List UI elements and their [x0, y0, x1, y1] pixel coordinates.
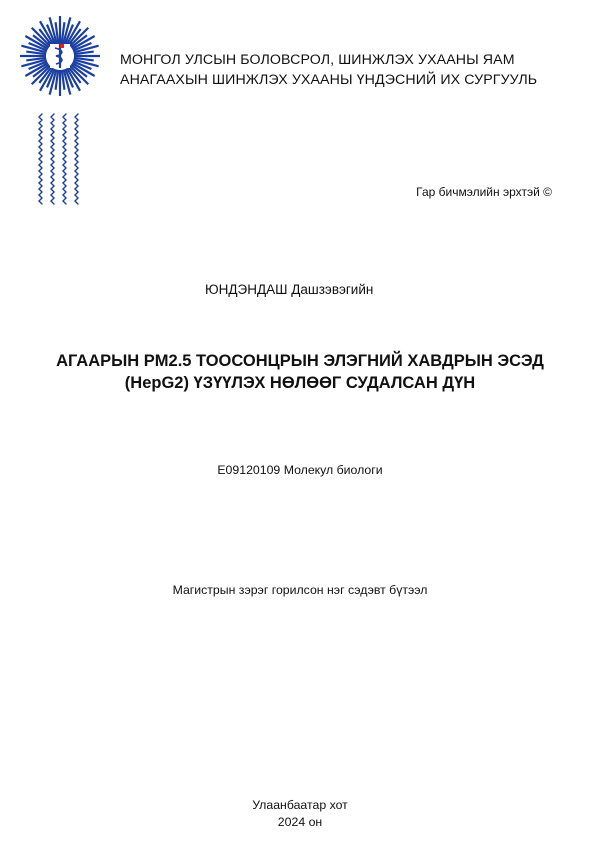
copyright-notice: Гар бичмэлийн эрхтэй ©	[416, 185, 552, 199]
organization-header	[120, 50, 590, 90]
city: Улаанбаатар хот	[252, 798, 348, 812]
thesis-title	[0, 350, 600, 394]
place-and-year	[0, 797, 600, 831]
specialty-code: E09120109 Молекул биологи	[217, 463, 383, 477]
degree-statement: Магистрын зэрэг горилсон нэг сэдэвт бүтээл	[172, 583, 428, 597]
thesis-title-line-2: (HepG2) ҮЗҮҮЛЭХ НӨЛӨӨГ СУДАЛСАН ДҮН	[124, 374, 476, 392]
author-name: ЮНДЭНДАШ Дашзэвэгийн	[205, 282, 374, 297]
university-emblem-icon	[18, 14, 102, 214]
university-name: АНАГААХЫН ШИНЖЛЭХ УХААНЫ ҮНДЭСНИЙ ИХ СУРГУУЛЬ	[120, 72, 538, 88]
ministry-name: МОНГОЛ УЛСЫН БОЛОВСРОЛ, ШИНЖЛЭХ УХААНЫ ЯАМ	[120, 52, 515, 68]
thesis-title-line-1: АГААРЫН PM2.5 ТООСОНЦРЫН ЭЛЭГНИЙ ХАВДРЫН ЭСЭД	[56, 352, 544, 370]
year: 2024 он	[277, 815, 323, 829]
